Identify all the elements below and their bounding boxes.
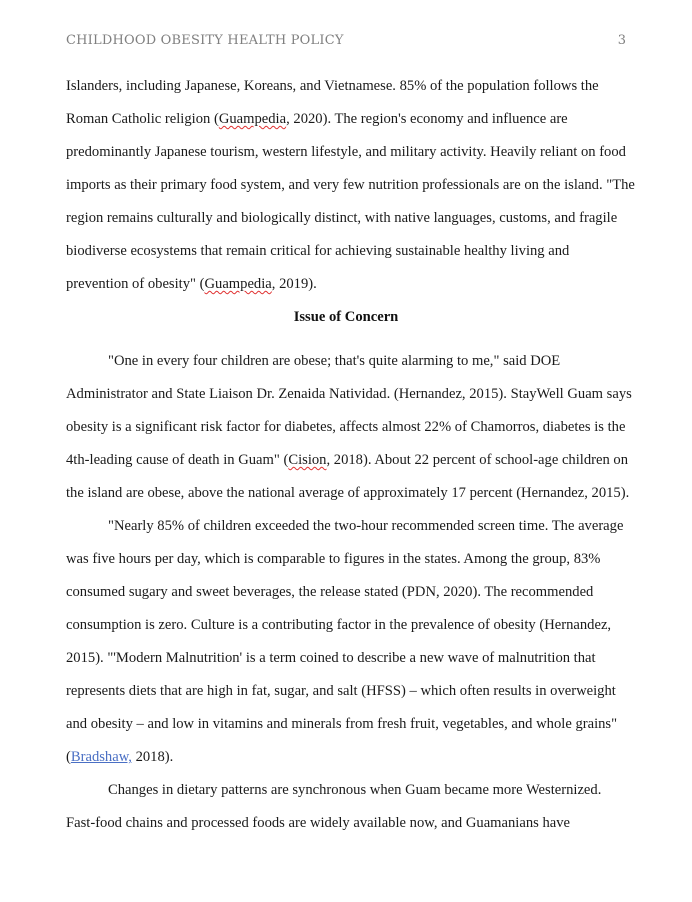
body-line: "Nearly 85% of children exceeded the two-hour recommended screen time. The average	[108, 518, 624, 534]
body-line	[66, 110, 568, 128]
body-line: Islanders, including Japanese, Koreans, and Vietnamese. 85% of the population follows the	[66, 78, 599, 94]
section-heading: Issue of Concern	[293, 309, 399, 325]
body-line: "One in every four children are obese; that's quite alarming to me," said DOE	[108, 353, 561, 369]
spellcheck-flagged-word[interactable]: Guampedia	[218, 111, 287, 127]
body-line: Fast-food chains and processed foods are widely available now, and Guamanians have	[66, 815, 570, 831]
body-line: 2015). "'Modern Malnutrition' is a term coined to describe a new wave of malnutrition that	[66, 650, 596, 666]
citation-link[interactable]: Bradshaw,	[70, 749, 132, 765]
body-line: imports as their primary food system, and very few nutrition professionals are on the island. "The	[66, 177, 635, 193]
text-segment: (	[66, 749, 71, 765]
body-line: and obesity – and low in vitamins and minerals from fresh fruit, vegetables, and whole grains"	[66, 716, 618, 732]
page-number: 3	[617, 33, 626, 48]
text-segment: , 2018). About 22 percent of school-age children on	[326, 452, 629, 468]
body-line	[66, 748, 173, 766]
text-segment: , 2019).	[271, 276, 317, 292]
body-line	[66, 451, 628, 469]
body-line: obesity is a significant risk factor for diabetes, affects almost 22% of Chamorros, diabetes is the	[66, 419, 626, 435]
body-line: Changes in dietary patterns are synchronous when Guam became more Westernized.	[108, 782, 602, 798]
spellcheck-flagged-word[interactable]: Guampedia	[204, 276, 272, 292]
text-segment: , 2020). The region's economy and influence are	[286, 111, 568, 127]
text-segment: Roman Catholic religion (	[66, 111, 219, 127]
body-line	[66, 275, 317, 293]
text-segment: 4th-leading cause of death in Guam" (	[66, 452, 289, 468]
body-line: consumption is zero. Culture is a contributing factor in the prevalence of obesity (Hernandez,	[66, 617, 612, 633]
running-head: CHILDHOOD OBESITY HEALTH POLICY	[66, 33, 344, 48]
body-line: was five hours per day, which is comparable to figures in the states. Among the group, 83%	[66, 551, 601, 567]
body-line: region remains culturally and biologically distinct, with native languages, customs, and fragile	[66, 210, 618, 226]
body-line: represents diets that are high in fat, sugar, and salt (HFSS) – which often results in overweight	[66, 683, 616, 699]
spellcheck-flagged-word[interactable]: Cision	[288, 452, 327, 468]
body-line: consumed sugary and sweet beverages, the release stated (PDN, 2020). The recommended	[66, 584, 594, 600]
body-line: predominantly Japanese tourism, western lifestyle, and military activity. Heavily reliant on food	[66, 144, 626, 160]
text-segment: prevention of obesity" (	[66, 276, 205, 292]
body-line: the island are obese, above the national average of approximately 17 percent (Hernandez, 2015).	[66, 485, 630, 501]
text-segment: 2018).	[131, 749, 174, 765]
body-line: Administrator and State Liaison Dr. Zenaida Natividad. (Hernandez, 2015). StayWell Guam says	[66, 386, 632, 402]
body-line: biodiverse ecosystems that remain critical for achieving sustainable healthy living and	[66, 243, 570, 259]
